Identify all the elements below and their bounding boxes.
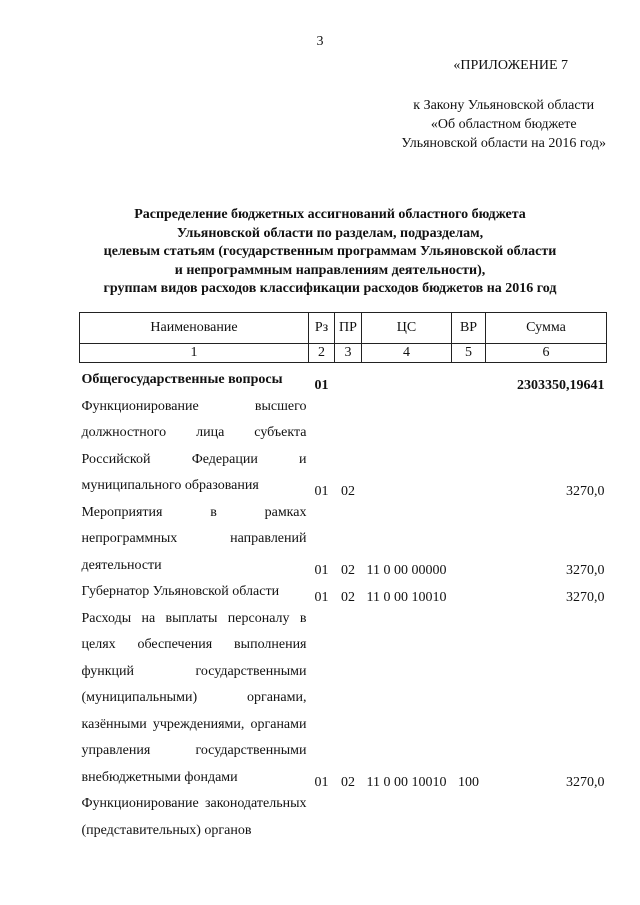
- row-pr: [335, 791, 362, 844]
- row-cs: 11 0 00 10010: [366, 775, 447, 790]
- row-rz: 01: [314, 563, 329, 578]
- row-cs: [362, 363, 452, 394]
- row-name: Расходы на выплаты персоналу в целях обеспечения выполнения функций государственными (муниципальными) органами, казёнными учреждениями, органами управления государственными внебюджетными фондами: [81, 610, 307, 785]
- row-vr: [452, 791, 486, 844]
- row-pr: 02: [341, 563, 355, 578]
- row-name: Функционирование высшего должностного лица субъекта Российской Федерации и муниципального образования: [81, 398, 307, 493]
- header-pr: ПР: [335, 313, 362, 344]
- law-reference: [401, 96, 606, 153]
- row-pr: 02: [341, 775, 355, 790]
- column-number: 1: [80, 344, 309, 363]
- table-row: [80, 500, 607, 580]
- table-row: [80, 363, 607, 394]
- column-number: 6: [486, 344, 607, 363]
- row-sum: 2303350,19641: [517, 377, 605, 393]
- table-header-row: [80, 313, 607, 344]
- header-name: Наименование: [80, 313, 309, 344]
- row-vr: [452, 500, 486, 580]
- document-title: [40, 206, 620, 299]
- row-cs: 11 0 00 00000: [366, 563, 447, 578]
- budget-table: [79, 312, 607, 844]
- row-pr: [335, 363, 362, 394]
- row-cs: [362, 394, 452, 500]
- title-line: Ульяновской области по разделам, подразделам,: [176, 225, 484, 241]
- title-line: Распределение бюджетных ассигнований областного бюджета: [134, 207, 526, 222]
- header-sum: Сумма: [486, 313, 607, 344]
- row-cs: [362, 791, 452, 844]
- table-row: [80, 791, 607, 844]
- page-number: 3: [316, 34, 324, 49]
- law-reference-line: Ульяновской области на 2016 год»: [401, 136, 606, 151]
- header-vr: ВР: [452, 313, 486, 344]
- header-cs: ЦС: [362, 313, 452, 344]
- row-vr: 100: [458, 775, 479, 790]
- law-reference-line: к Закону Ульяновской области: [413, 98, 595, 113]
- row-vr: [452, 363, 486, 394]
- row-pr: 02: [341, 589, 355, 605]
- row-name: Общегосударственные вопросы: [81, 372, 283, 387]
- column-number: 5: [452, 344, 486, 363]
- title-line: группам видов расходов классификации расходов бюджетов на 2016 год: [103, 281, 557, 296]
- row-name: Функционирование законодательных (представительных) органов: [81, 796, 307, 838]
- column-number: 2: [309, 344, 335, 363]
- row-sum: 3270,0: [566, 483, 605, 499]
- row-name: Мероприятия в рамках непрограммных направлений деятельности: [81, 504, 307, 573]
- appendix-label: «ПРИЛОЖЕНИЕ 7: [453, 58, 568, 73]
- row-rz: 01: [314, 589, 329, 605]
- table-row: [80, 579, 607, 606]
- column-number: 4: [362, 344, 452, 363]
- table-column-number-row: [80, 344, 607, 363]
- row-sum: 3270,0: [566, 775, 605, 790]
- table-row: [80, 606, 607, 792]
- table-row: [80, 394, 607, 500]
- row-rz: 01: [314, 377, 329, 393]
- row-rz: 01: [314, 775, 329, 790]
- row-cs: 11 0 00 10010: [366, 589, 447, 605]
- row-sum: 3270,0: [566, 563, 605, 578]
- row-vr: [452, 394, 486, 500]
- title-line: целевым статьям (государственным программам Ульяновской области: [103, 244, 557, 259]
- title-line: и непрограммным направлениям деятельности),: [174, 262, 486, 278]
- table-body: [80, 363, 607, 845]
- column-number: 3: [335, 344, 362, 363]
- row-pr: 02: [341, 483, 355, 499]
- row-rz: [309, 791, 335, 844]
- row-name: Губернатор Ульяновской области: [81, 584, 280, 599]
- row-sum: 3270,0: [566, 589, 605, 605]
- row-rz: 01: [314, 483, 329, 499]
- law-reference-line: «Об областном бюджете: [430, 117, 577, 132]
- row-sum: [486, 791, 607, 844]
- row-vr: [452, 579, 486, 606]
- header-rz: Рз: [309, 313, 335, 344]
